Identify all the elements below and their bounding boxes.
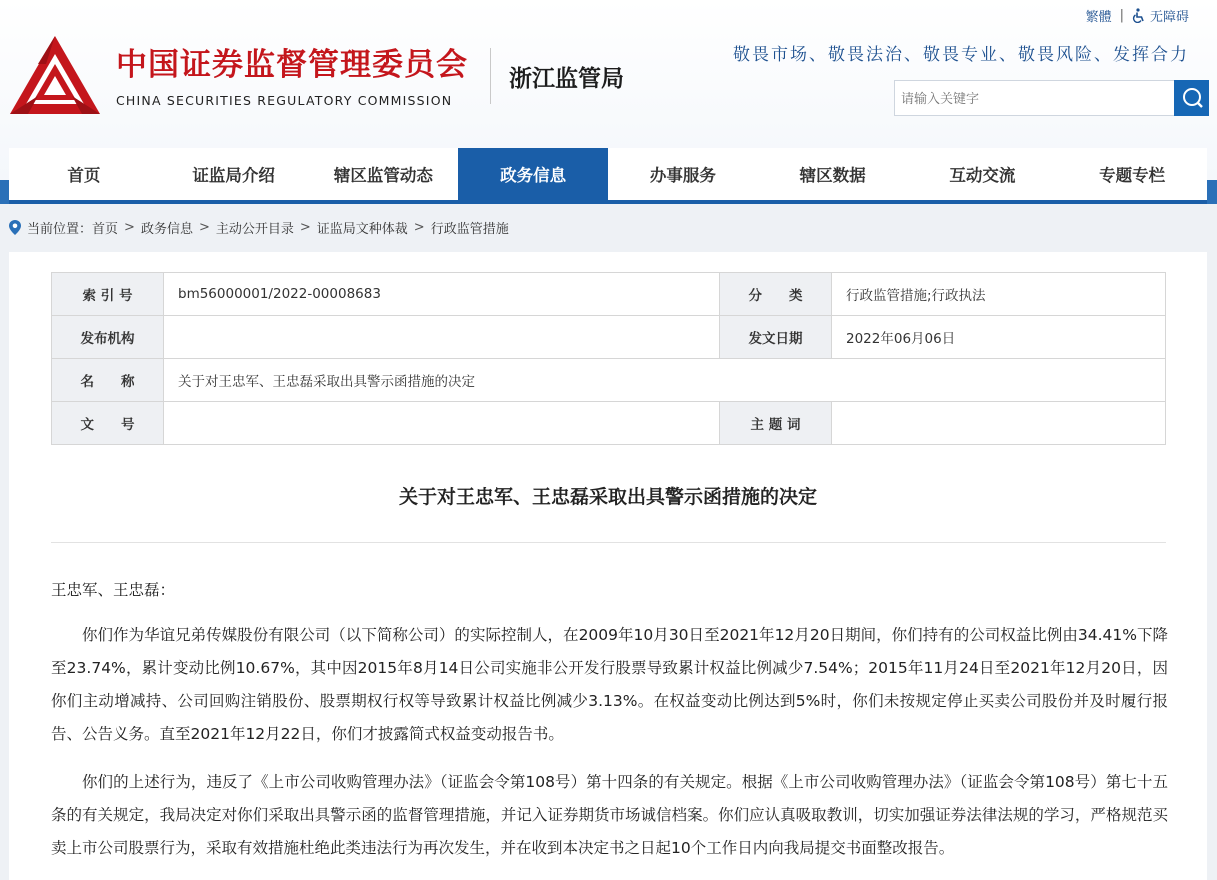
logo-title-cn: 中国证券监督管理委员会 [116,46,468,83]
breadcrumb-item[interactable]: 证监局文种体裁 [316,222,408,237]
breadcrumb-item[interactable]: 行政监管措施 [430,222,509,237]
top-links-separator: | [1119,8,1124,23]
search-icon [1180,86,1204,110]
nav-item-home[interactable]: 首页 [67,166,101,185]
logo-title-en: CHINA SECURITIES REGULATORY COMMISSION [116,92,453,108]
salutation: 王忠军、王忠磊： [51,581,176,599]
traditional-chinese-link[interactable]: 繁體 [1085,10,1112,25]
site-logo[interactable] [8,34,624,118]
breadcrumb-separator: > [413,220,425,235]
docno-label: 文 号 [52,402,164,445]
breadcrumb-item[interactable]: 主动公开目录 [215,222,294,237]
index-value: bm56000001/2022-00008683 [164,273,720,316]
document-meta-table [51,272,1166,445]
publisher-value [164,316,720,359]
paragraph: 你们的上述行为，违反了《上市公司收购管理办法》（证监会令第108号）第十四条的有关规定。根据《上市公司收购管理办法》（证监会令第108号）第七十五条的有关规定，我局决定对你们采取出具警示函的监督管理措施，并记入证券期货市场诚信档案。你们应认真吸取教训，切实加强证券法律法规的学习，严格规范买卖上市公司股票行为，采取有效措施杜绝此类违法行为再次发生，并在收到本决定书之日起10个工作日内向我局提交书面整改报告。 [51,773,1168,857]
document-body [51,574,1168,880]
meta-row [52,316,1166,359]
nav-item-regulatory-news[interactable]: 辖区监管动态 [333,166,433,185]
nav-item-services[interactable]: 办事服务 [649,166,716,185]
search-input[interactable] [894,80,1174,116]
wheelchair-icon [1132,8,1146,23]
publisher-label: 发布机构 [52,316,164,359]
accessibility-link[interactable] [1132,6,1189,25]
slogan: 敬畏市场、敬畏法治、敬畏专业、敬畏风险、发挥合力 [733,45,1189,65]
breadcrumb-prefix: 当前位置： [27,222,93,237]
keyword-label: 主 题 词 [720,402,832,445]
breadcrumb-separator: > [124,220,135,235]
search-box [894,80,1209,116]
nav-item-data[interactable]: 辖区数据 [799,166,866,185]
meta-row [52,273,1166,316]
category-label: 分 类 [720,273,832,316]
location-pin-icon [8,219,22,236]
document-title: 关于对王忠军、王忠磊采取出具警示函措施的决定 [398,486,817,508]
csrc-emblem-icon [8,34,102,118]
title-divider [51,542,1166,543]
logo-divider [490,48,491,104]
breadcrumb-item[interactable]: 政务信息 [140,222,193,237]
top-links [1086,6,1189,25]
paragraph: 你们作为华谊兄弟传媒股份有限公司（以下简称公司）的实际控制人，在2009年10月30日至2021年12月20日期间，你们持有的公司权益比例由34.41%下降至23.74%，累计变动比例10.67%，其中因2015年8月14日公司实施非公开发行股票导致累计权益比例减少7.54%；2015年11月24日至2021年12月20日，因你们主动增减持、公司回购注销股份、股票期权行权等导致累计权益比例减少3.13%。在权益变动比例达到5%时，你们未按规定停止买卖公司股份并及时履行报告、公告义务。直至2021年12月22日，你们才披露简式权益变动报告书。 [51,626,1169,743]
nav-item-about[interactable]: 证监局介绍 [192,166,275,185]
date-label: 发文日期 [720,316,832,359]
breadcrumb-separator: > [299,220,311,235]
name-label: 名 称 [52,359,164,402]
search-button[interactable] [1174,80,1209,116]
breadcrumb-item[interactable]: 首页 [92,222,119,237]
breadcrumb-separator: > [198,220,210,235]
category-value: 行政监管措施;行政执法 [832,273,1166,316]
breadcrumb [8,218,509,237]
keyword-value [832,402,1166,445]
accessibility-label: 无障碍 [1149,10,1189,25]
date-value: 2022年06月06日 [832,316,1166,359]
nav-item-interaction[interactable]: 互动交流 [949,166,1016,185]
nav-item-special-topics[interactable]: 专题专栏 [1099,166,1166,185]
content-panel [9,252,1207,880]
meta-row [52,359,1166,402]
nav-item-government-info[interactable]: 政务信息 [458,148,608,200]
docno-value [164,402,720,445]
main-nav [9,148,1207,204]
bureau-name: 浙江监管局 [509,65,624,92]
name-value: 关于对王忠军、王忠磊采取出具警示函措施的决定 [164,359,1166,402]
meta-row [52,402,1166,445]
index-label: 索 引 号 [52,273,164,316]
